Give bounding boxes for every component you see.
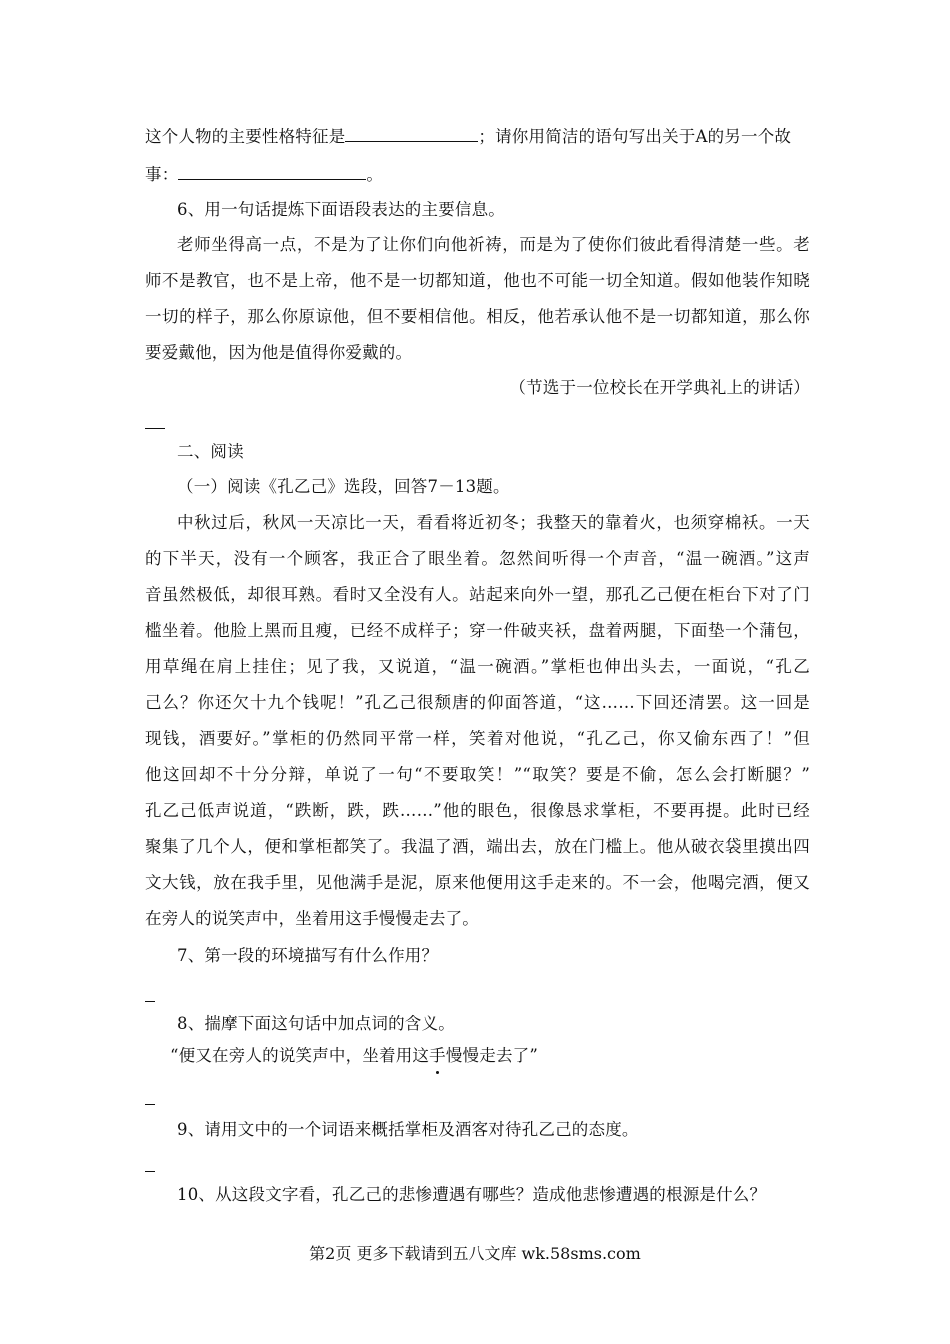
q6-passage-line: 老师坐得高一点，不是为了让你们向他祈祷，而是为了使你们彼此看得清楚一些。老 bbox=[177, 235, 810, 254]
emphasis-dot bbox=[436, 1071, 439, 1074]
passage-line: 在旁人的说笑声中，坐着用这手慢慢走去了。 bbox=[145, 909, 479, 928]
section-subheading: （一）阅读《孔乙己》选段，回答7－13题。 bbox=[177, 477, 510, 496]
answer-mark[interactable] bbox=[145, 1104, 155, 1105]
passage-line: 用草绳在肩上挂住；见了我，又说道，“温一碗酒。”掌柜也伸出头去，一面说，“孔乙 bbox=[145, 657, 810, 676]
answer-blank[interactable] bbox=[178, 162, 366, 180]
q6-source: （节选于一位校长在开学典礼上的讲话） bbox=[509, 378, 810, 397]
dotted-word: 手 bbox=[429, 1044, 446, 1068]
q8-prompt: 8、揣摩下面这句话中加点词的含义。 bbox=[177, 1014, 455, 1033]
answer-blank[interactable] bbox=[345, 124, 478, 142]
passage-line: 现钱，酒要好。”掌柜的仍然同平常一样，笑着对他说，“孔乙己，你又偷东西了！”但 bbox=[145, 729, 810, 748]
answer-mark[interactable] bbox=[145, 428, 165, 429]
passage-line: 文大钱，放在我手里，见他满手是泥，原来他便用这手走来的。不一会，他喝完酒，便又 bbox=[145, 873, 810, 892]
q10-prompt: 10、从这段文字看，孔乙己的悲惨遭遇有哪些？造成他悲惨遭遇的根源是什么？ bbox=[177, 1185, 767, 1204]
passage-line: 聚集了几个人，便和掌柜都笑了。我温了酒，端出去，放在门槛上。他从破衣袋里摸出四 bbox=[145, 837, 810, 856]
answer-mark[interactable] bbox=[145, 1171, 155, 1172]
q6-prompt: 6、用一句话提炼下面语段表达的主要信息。 bbox=[177, 200, 505, 219]
passage-line: 槛坐着。他脸上黑而且瘦，已经不成样子；穿一件破夹袄，盘着两腿，下面垫一个蒲包， bbox=[145, 621, 810, 640]
passage-line: 孔乙己低声说道，“跌断，跌，跌……”他的眼色，很像恳求掌柜，不要再提。此时已经 bbox=[145, 801, 810, 820]
passage-line: 的下半天，没有一个顾客，我正合了眼坐着。忽然间听得一个声音，“温一碗酒。”这声 bbox=[145, 549, 810, 568]
passage-line: 他这回却不十分分辩，单说了一句“不要取笑！”“取笑？要是不偷，怎么会打断腿？” bbox=[145, 765, 810, 784]
q6-passage-line: 要爱戴他，因为他是值得你爱戴的。 bbox=[145, 343, 413, 362]
passage-line: 己么？你还欠十九个钱呢！”孔乙己很颓唐的仰面答道，“这……下回还清罢。这一回是 bbox=[145, 693, 810, 712]
q5-line-1: 这个人物的主要性格特征是 ；请你用简洁的语句写出关于A的另一个故 bbox=[145, 124, 810, 149]
passage-line: 中秋过后，秋风一天凉比一天，看看将近初冬；我整天的靠着火，也须穿棉袄。一天 bbox=[177, 513, 810, 532]
q6-passage-line: 师不是教官，也不是上帝，他不是一切都知道，他也不可能一切全知道。假如他装作知晓 bbox=[145, 271, 810, 290]
page-footer: 第2页 更多下载请到五八文库 wk.58sms.com bbox=[309, 1244, 641, 1263]
answer-mark[interactable] bbox=[145, 1001, 155, 1002]
q5-line-2: 事： 。 bbox=[145, 162, 810, 187]
q7-prompt: 7、第一段的环境描写有什么作用？ bbox=[177, 946, 439, 965]
passage-line: 音虽然极低，却很耳熟。看时又全没有人。站起来向外一望，那孔乙己便在柜台下对了门 bbox=[145, 585, 810, 604]
q9-prompt: 9、请用文中的一个词语来概括掌柜及酒客对待孔乙己的态度。 bbox=[177, 1120, 639, 1139]
q6-passage-line: 一切的样子，那么你原谅他，但不要相信他。相反，他若承认他不是一切都知道，那么你 bbox=[145, 307, 810, 326]
section-heading: 二、阅读 bbox=[177, 442, 244, 461]
q8-quote: “便又在旁人的说笑声中，坐着用这手 慢慢走去了” bbox=[170, 1044, 810, 1068]
